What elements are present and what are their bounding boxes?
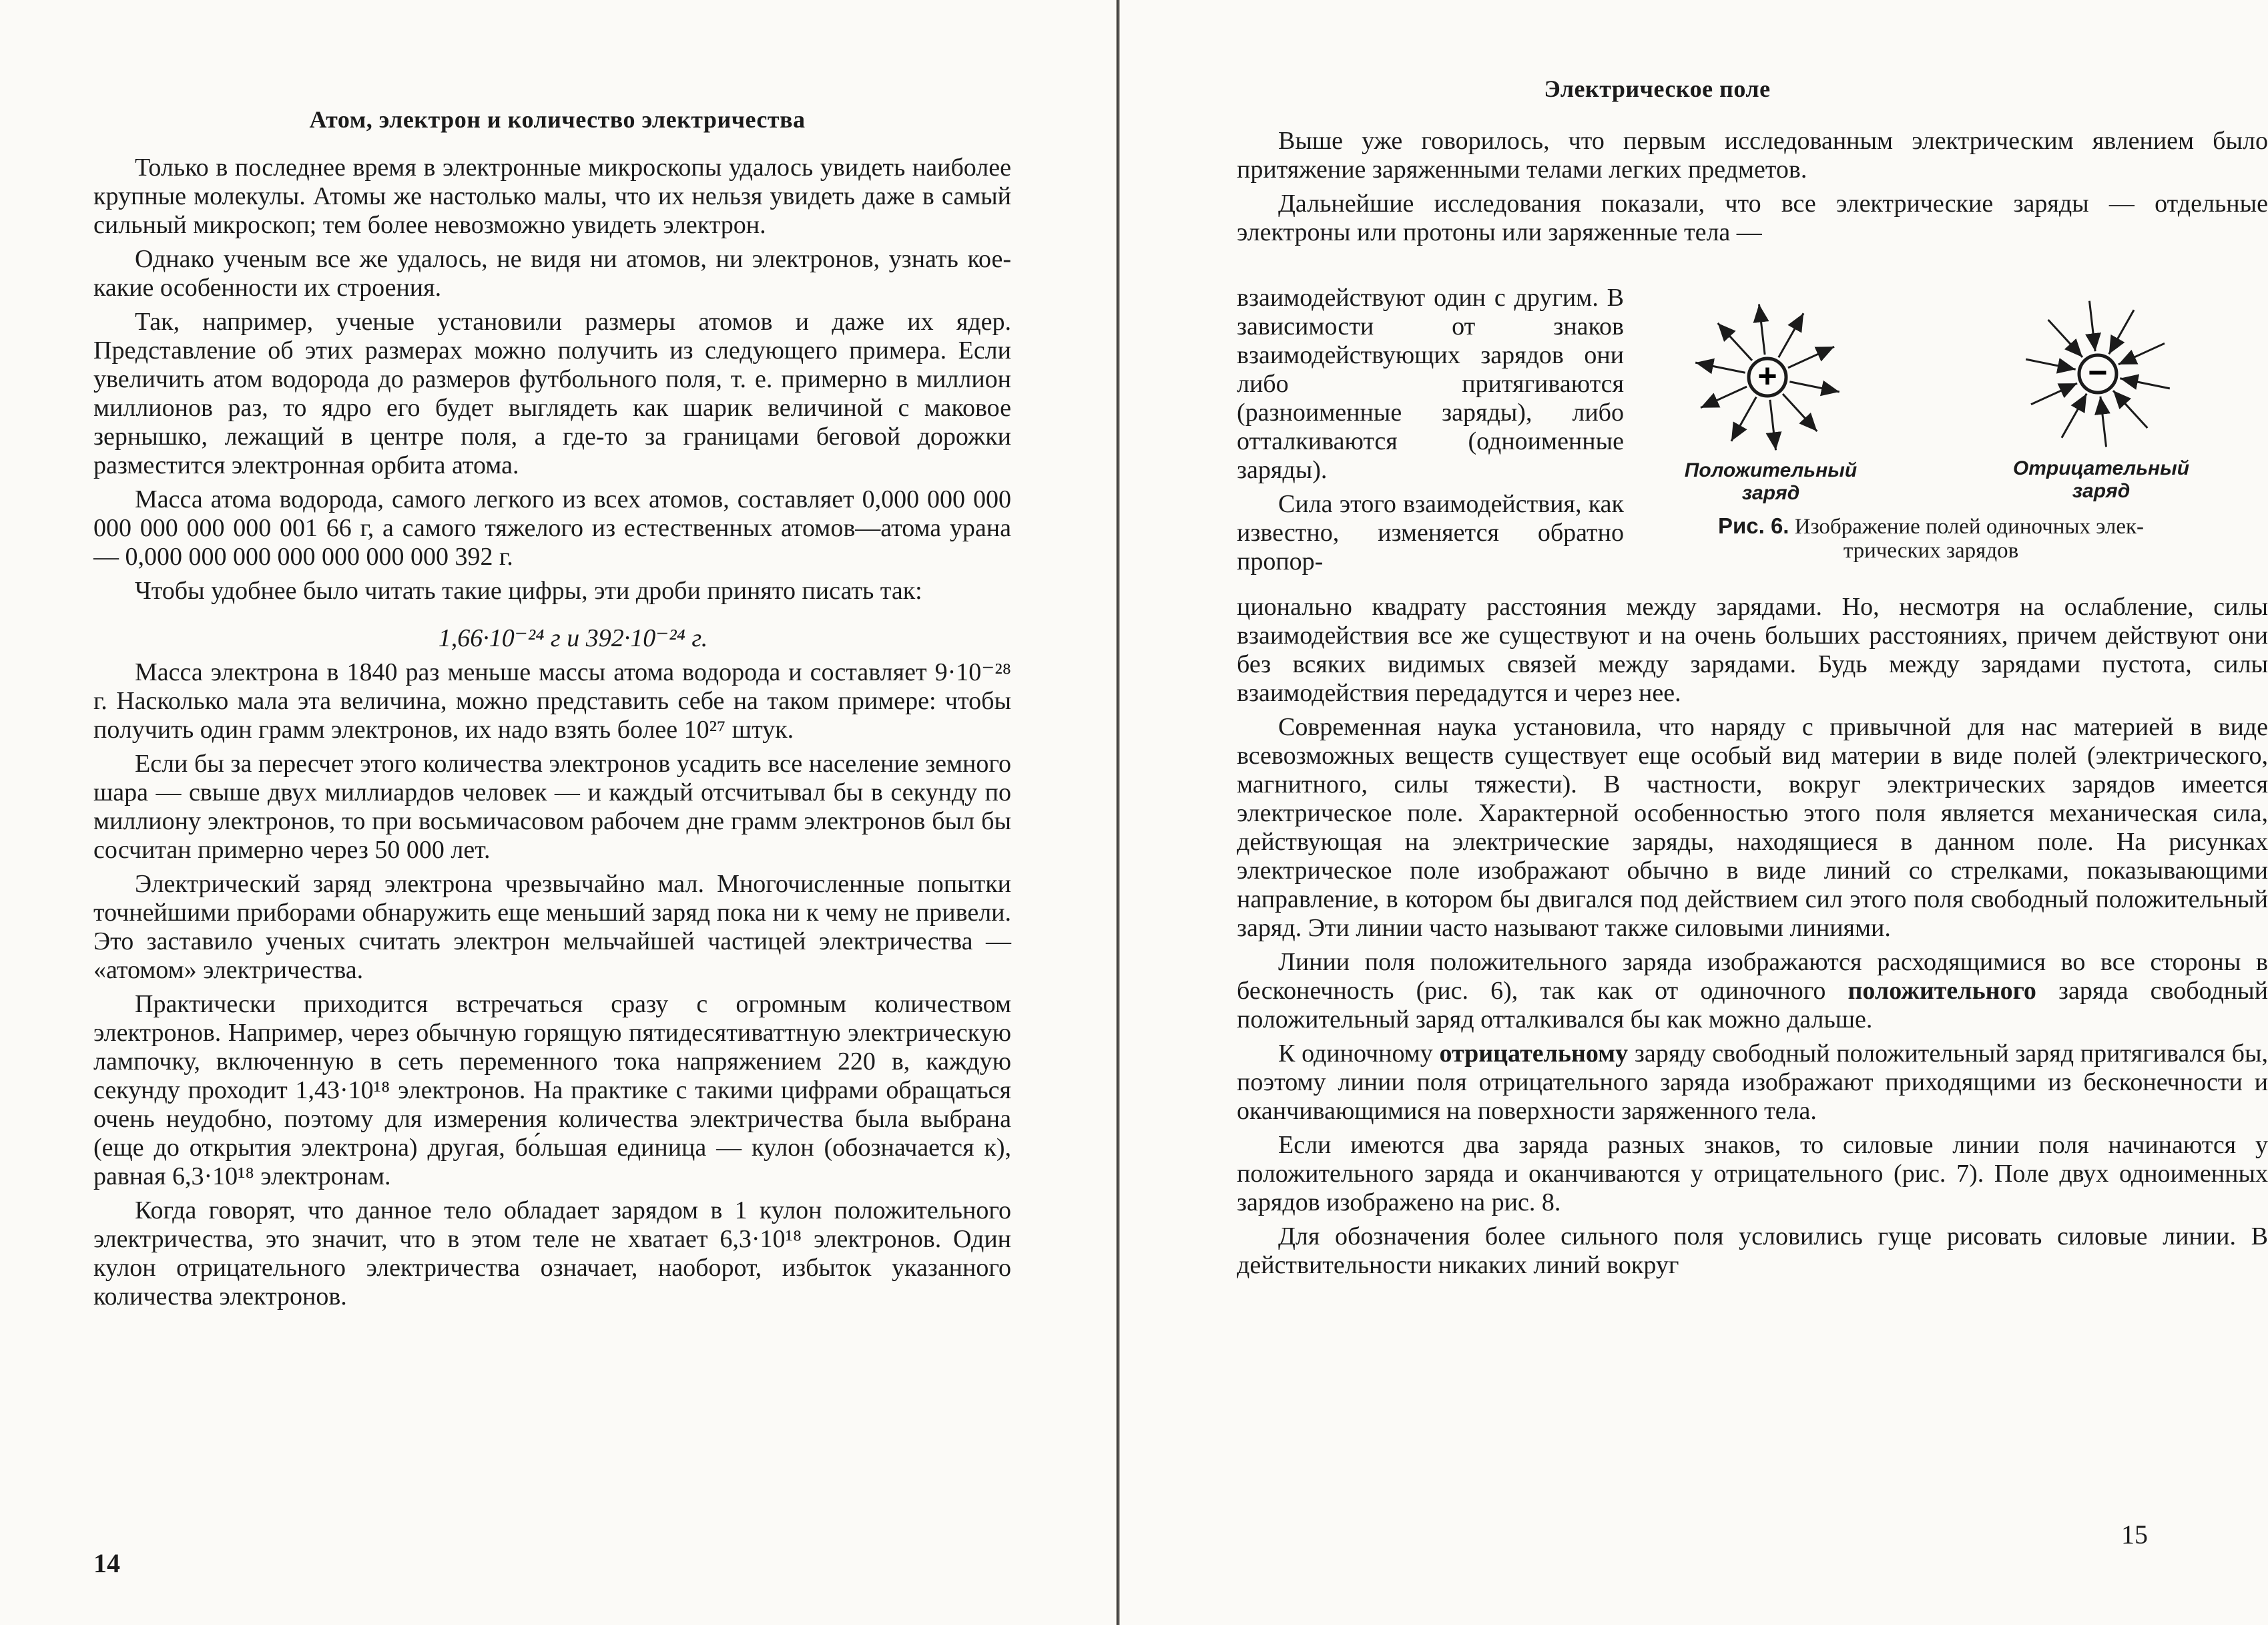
page-number-left: 14 [93, 1548, 120, 1578]
formula: 1,66·10⁻²⁴ г и 392·10⁻²⁴ г. [438, 624, 708, 652]
page-number-right: 15 [2121, 1520, 2148, 1550]
paragraph: Линии поля положительного заряда изображаются расходящимися во все стороны в бесконечность (рис. 6), так как от одиночного положительного заряда свободный положительный заряд отталкивался бы как можно дальше. [1237, 948, 2268, 1033]
positive-charge-label: Положительный заряд [1684, 459, 1858, 504]
field-line-inward [2026, 359, 2075, 369]
field-line-inward [2109, 310, 2134, 354]
field-line-inward [2062, 394, 2086, 438]
paragraph: Для обозначения более сильного поля условились гуще рисовать силовые линии. В действительности никаких линий вокруг [1237, 1222, 2268, 1279]
paragraph: Масса атома водорода, самого легкого из всех атомов, составляет 0,000 000 000 000 000 000 000 001 66 г, а самого тяжелого из естественных атомов—атома урана — 0,000 000 000 000 000 000 000 392 г. [93, 485, 1011, 571]
positive-charge-field [1695, 304, 1839, 451]
paragraph: Однако ученым все же удалось, не видя ни атомов, ни электронов, узнать кое-какие особенности их строения. [93, 245, 1011, 302]
right-page-body [1237, 593, 2268, 1285]
field-line-inward [2113, 391, 2147, 428]
field-line-outward [1779, 313, 1803, 357]
paragraph: К одиночному отрицательному заряду свободный положительный заряд притягивался бы, поэтому линии поля отрицательного заряда изображают приходящими из бесконечности и оканчивающимися на поверхности заряженного тела. [1237, 1039, 2268, 1125]
field-line-outward [1759, 304, 1765, 355]
right-page-intro [1237, 127, 2268, 252]
figure-caption: Рис. 6. Изображение полей одиночных элек- трических зарядов [1717, 513, 2145, 563]
field-line-inward [2120, 379, 2169, 389]
right-page-heading: Электрическое поле [1544, 75, 1771, 102]
field-line-inward [2048, 320, 2082, 357]
paragraph: Дальнейшие исследования показали, что все электрические заряды — отдельные электроны или протоны или заряженные тела — [1237, 190, 2268, 246]
paragraph: Когда говорят, что данное тело обладает зарядом в 1 кулон положительного электричества, это значит, что в этом теле не хватает 6,3·10¹⁸ электронов. Один кулон отрицательного электричества означает, наоборот, избыток указанного количества электронов. [93, 1196, 1011, 1311]
left-page [0, 0, 1123, 1625]
field-line-outward [1789, 382, 1839, 392]
figure-number: Рис. 6. [1717, 513, 1789, 538]
left-page-body [93, 154, 1011, 1317]
paragraph: Так, например, ученые установили размеры атомов и даже их ядер. Представление об этих размерах можно получить из следующего примера. Если увеличить атом водорода до размеров футбольного поля, т. е. примерно в миллион миллионов раз, то ядро его будет выглядеть как шарик величиной с маковое зернышко, лежащий в центре поля, а где-то за границами беговой дорожки разместится электронная орбита атома. [93, 308, 1011, 479]
figure-wrap-text [1237, 284, 1624, 576]
field-line-inward [2118, 343, 2165, 365]
paragraph: Выше уже говорилось, что первым исследованным электрическим явлением было притяжение заряженными телами легких предметов. [1237, 127, 2268, 184]
paragraph: Чтобы удобнее было читать такие цифры, эти дроби принято писать так: [135, 577, 922, 605]
field-line-inward [2089, 301, 2095, 352]
field-line-inward [2031, 383, 2077, 405]
field-line-outward [1695, 363, 1745, 373]
paragraph: Современная наука установила, что наряду с привычной для нас материей в виде всевозможных веществ существует еще особый вид материи в виде полей (электрического, магнитного, силы тяжести). В частности, вокруг электрических зарядов имеется электрическое поле. Характерной особенностью этого поля является механическая сила, действующая на электрические заряды, находящиеся в данном поле. На рисунках электрическое поле изображают обычно в виде линий со стрелками, показывающими направление, в котором бы двигался под действием сил этого поля свободный положительный заряд. Эти линии часто называют также силовыми линиями. [1237, 713, 2268, 942]
paragraph-wrap: взаимодействуют один с другим. В зависимости от знаков взаимодействующих зарядов они либо притягиваются (разноименные заряды), либо отталкиваются (одноименные заряды). [1237, 284, 1624, 484]
negative-charge-label: Отрицательный заряд [2012, 457, 2190, 502]
field-line-inward [2100, 397, 2106, 447]
field-line-outward [1788, 346, 1834, 368]
paragraph: ционально квадрату расстояния между зарядами. Но, несмотря на ослабление, силы взаимодействия все же существуют и на очень больших расстояниях, причем действуют они без всяких видимых связей между зарядами. Будь между зарядами пустота, силы взаимодействия передадутся и через нее. [1237, 593, 2268, 707]
paragraph: Если бы за пересчет этого количества электронов усадить все население земного шара — свыше двух миллиардов человек — и каждый отсчитывал бы в секунду по миллиону электронов, то при восьмичасовом рабочем дне грамм электронов был бы сосчитан примерно через 50 000 лет. [93, 750, 1011, 864]
field-line-outward [1718, 323, 1752, 361]
paragraph: Только в последнее время в электронные микроскопы удалось увидеть наиболее крупные молекулы. Атомы же настолько малы, что их нельзя увидеть даже в самый сильный микроскоп; тем более невозможно увидеть электрон. [93, 154, 1011, 239]
minus-icon: − [2088, 354, 2108, 391]
left-page-heading: Атом, электрон и количество электричества [309, 106, 806, 133]
field-line-outward [1770, 400, 1776, 451]
plus-icon: + [1757, 357, 1777, 395]
figure-6 [1637, 287, 2225, 567]
field-line-outward [1701, 387, 1747, 408]
paragraph: Если имеются два заряда разных знаков, то силовые линии поля начинаются у положительного заряда и оканчиваются у отрицательного (рис. 7). Поле двух одноименных зарядов изображено на рис. 8. [1237, 1131, 2268, 1216]
paragraph: Практически приходится встречаться сразу с огромным количеством электронов. Например, через обычную горящую пятидесятиваттную электрическую лампочку, включенную в сеть переменного тока напряжением 220 в, каждую секунду проходит 1,43·10¹⁸ электронов. На практике с такими цифрами обращаться очень неудобно, поэтому для измерения количества электричества была выбрана (еще до открытия электрона) другая, бо́льшая единица — кулон (обозначается к), равная 6,3·10¹⁸ электронам. [93, 990, 1011, 1190]
negative-charge-field [2026, 301, 2170, 447]
field-line-outward [1731, 397, 1756, 441]
right-page [1123, 0, 2268, 1625]
paragraph-wrap: Сила этого взаимодействия, как известно, изменяется обратно пропор- [1237, 490, 1624, 575]
paragraph: Электрический заряд электрона чрезвычайно мал. Многочисленные попытки точнейшими приборами обнаружить еще меньший заряд пока ни к чему не привели. Это заставило ученых считать электрон мельчайшей частицей электричества — «атомом» электричества. [93, 870, 1011, 984]
paragraph: Масса электрона в 1840 раз меньше массы атома водорода и составляет 9·10⁻²⁸ г. Насколько мала эта величина, можно представить себе на таком примере: чтобы получить один грамм электронов, их надо взять более 10²⁷ штук. [93, 658, 1011, 744]
field-line-outward [1783, 394, 1817, 431]
